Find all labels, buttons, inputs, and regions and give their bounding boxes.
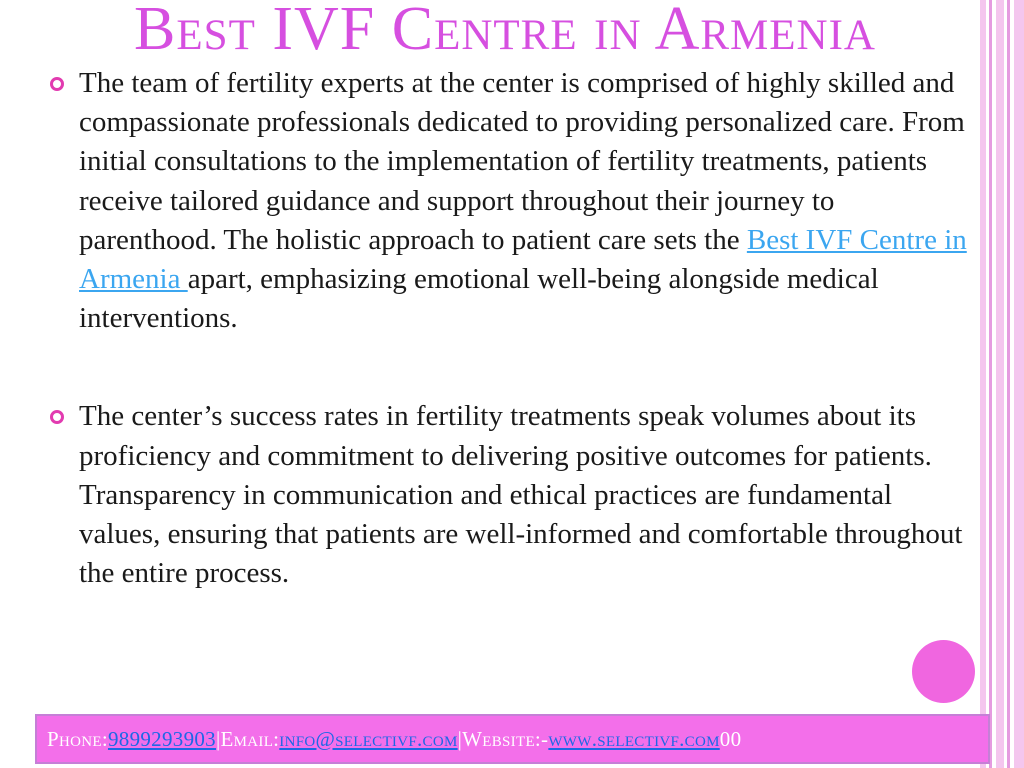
bullet-text: The center’s success rates in fertility treatments speak volumes about its proficiency and commitment to delivering positive outcomes for patients. Transparency in communication and ethical practices are fundamental values, ensuring that patients are well-informed and comfortable throughout the entire process. [79, 400, 963, 590]
bullet-item [48, 64, 978, 338]
stripe [996, 0, 1004, 768]
decorative-pink-circle [912, 640, 975, 703]
email-link[interactable]: info@selectivf.com [279, 726, 458, 751]
bullet-text-before-link: The team of fertility experts at the center is comprised of highly skilled and compassionate professionals dedicated to providing personalized care. From initial consultations to the implementation of fertility treatments, patients receive tailored guidance and support throughout their journey to parenthood. The holistic approach to patient care sets the [79, 67, 965, 256]
bullet-list [48, 64, 978, 593]
footer-trailing-text: 00 [719, 726, 742, 751]
bullet-text-after-link: apart, emphasizing emotional well-being alongside medical interventions. [79, 263, 879, 335]
phone-link[interactable]: 9899293903 [107, 726, 216, 751]
bullet-circle-icon [50, 77, 64, 91]
phone-label: Phone: [47, 726, 108, 751]
contact-footer [35, 714, 990, 764]
bullet-text [79, 64, 978, 338]
decorative-side-stripes [980, 0, 1024, 768]
slide-title: Best IVF Centre in Armenia [134, 0, 876, 63]
website-label: Website:- [462, 726, 549, 751]
best-ivf-centre-link[interactable]: Best IVF Centre in Armenia [79, 223, 967, 296]
email-label: Email: [220, 726, 280, 751]
website-link[interactable]: www.selectivf.com [548, 726, 720, 751]
separator: | [457, 726, 463, 751]
bullet-circle-icon [50, 410, 64, 424]
separator: | [215, 726, 221, 751]
bullet-item [48, 397, 978, 593]
stripe [1014, 0, 1024, 768]
